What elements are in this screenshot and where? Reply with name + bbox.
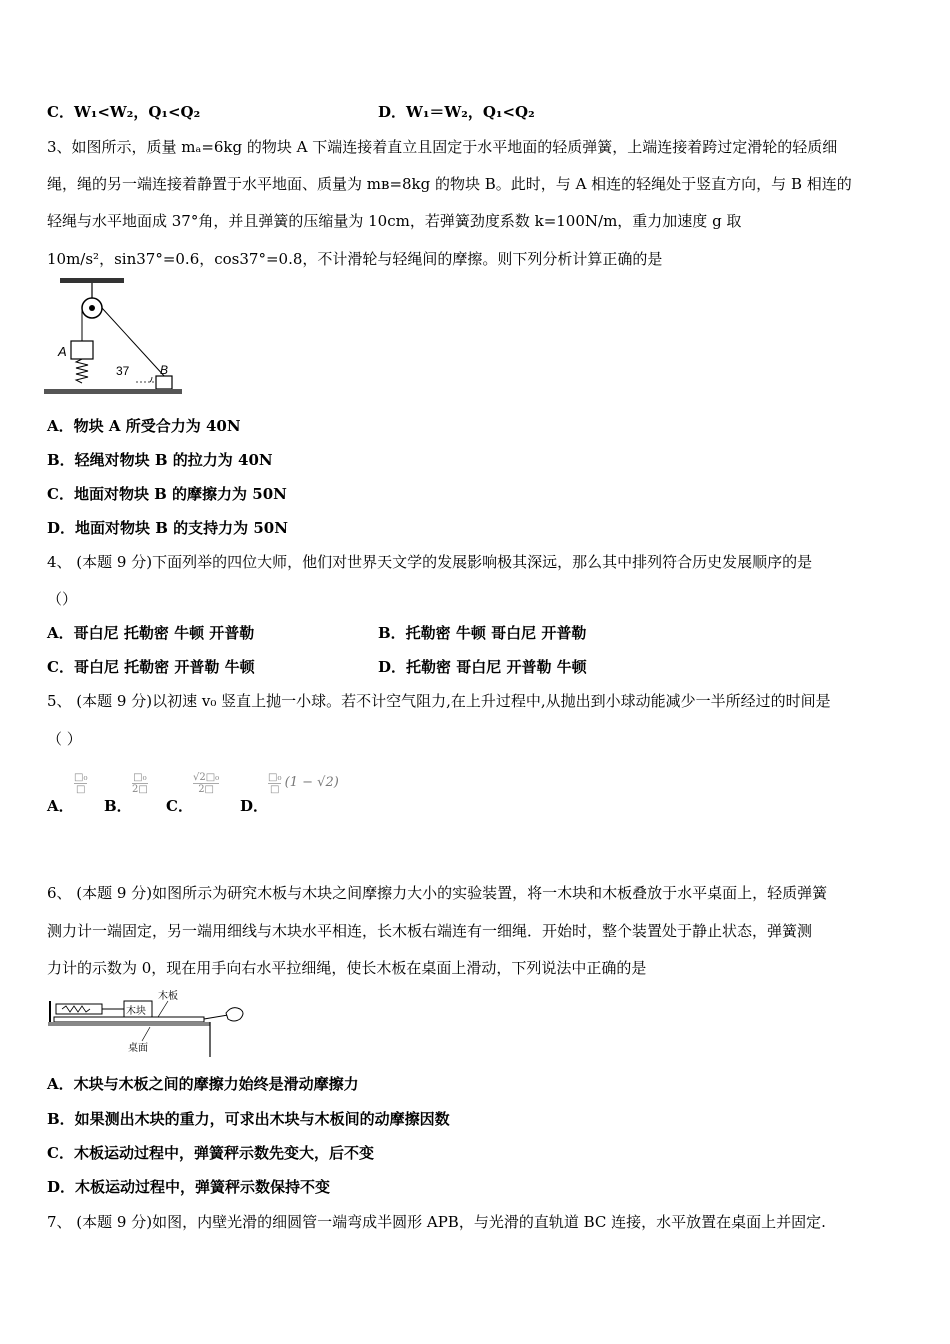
hand-icon: [226, 1008, 243, 1021]
q3-option-c: C．地面对物块 B 的摩擦力为 50N: [47, 485, 287, 503]
q5-option-a-label: A．: [47, 797, 74, 815]
spring-scale: [56, 1004, 102, 1014]
q4-option-b: B．托勒密 牛顿 哥白尼 开普勒: [378, 624, 587, 642]
q5-option-c-label: C．: [166, 797, 193, 815]
q3-text-line4: 10m/s²，sin37°=0.6，cos37°=0.8，不计滑轮与轻绳间的摩擦。则下列分析计算正确的是: [47, 250, 663, 268]
angle-label: 37: [116, 364, 130, 378]
q6-option-a: A．木块与木板之间的摩擦力始终是滑动摩擦力: [47, 1075, 359, 1093]
q3-option-d: D．地面对物块 B 的支持力为 50N: [47, 519, 288, 537]
block-a: [71, 341, 93, 359]
q5-formula-c: $\frac{\text{√2□₀}}{2□}$: [193, 772, 220, 795]
q3-text-line1: 3、如图所示，质量 mₐ=6kg 的物块 A 下端连接着直立且固定于水平地面的轻质弹簧，上端连接着跨过定滑轮的轻质细: [47, 138, 838, 156]
q6-friction-figure: [46, 989, 250, 1059]
q6-option-c: C．木板运动过程中，弹簧秤示数先变大，后不变: [47, 1144, 374, 1162]
q3-text-line2: 绳，绳的另一端连接着静置于水平地面、质量为 mʙ=8kg 的物块 B。此时，与 A 相连的轻绳处于竖直方向，与 B 相连的: [47, 175, 852, 193]
wood-board: [54, 1017, 204, 1022]
block-label: 木块: [126, 1006, 146, 1017]
q5-text-line2: （ ）: [47, 730, 82, 748]
table-label: 桌面: [128, 1043, 148, 1054]
q6-text-line1: 6、 (本题 9 分)如图所示为研究木板与木块之间摩擦力大小的实验装置，将一木块和木板叠放于水平桌面上，轻质弹簧: [47, 884, 828, 902]
ceiling: [60, 278, 124, 283]
table-top: [48, 1022, 210, 1026]
ground: [44, 389, 182, 394]
label-a: A: [58, 344, 67, 359]
q4-text-line2: （）: [47, 590, 78, 608]
q5-formula-d: $\frac{\text{□₀}}{□}$ (1 − √2): [268, 772, 339, 795]
q3-pulley-figure: [44, 278, 184, 404]
q3-text-line3: 轻绳与水平地面成 37°角，并且弹簧的压缩量为 10cm，若弹簧劲度系数 k=100N/m，重力加速度 g 取: [47, 212, 742, 230]
q4-text-line1: 4、 (本题 9 分)下面列举的四位大师，他们对世界天文学的发展影响极其深远，那么其中排列符合历史发展顺序的是: [47, 553, 813, 571]
block-b: [156, 376, 172, 389]
q6-text-line3: 力计的示数为 0，现在用手向右水平拉细绳，使长木板在桌面上滑动，下列说法中正确的是: [47, 959, 647, 977]
q6-option-d: D．木板运动过程中，弹簧秤示数保持不变: [47, 1178, 331, 1196]
q5-option-b-label: B．: [104, 797, 132, 815]
q6-option-b: B．如果测出木块的重力，可求出木块与木板间的动摩擦因数: [47, 1110, 450, 1128]
q6-text-line2: 测力计一端固定，另一端用细线与木块水平相连，长木板右端连有一细绳．开始时，整个装置处于静止状态，弹簧测: [47, 922, 813, 940]
q5-formula-b: $\frac{\text{□₀}}{2□}$: [132, 772, 148, 795]
q3-option-a: A．物块 A 所受合力为 40N: [47, 417, 241, 435]
q2-option-c: C．W₁<W₂，Q₁<Q₂: [47, 103, 201, 121]
q3-option-b: B．轻绳对物块 B 的拉力为 40N: [47, 451, 273, 469]
q5-text-line1: 5、 (本题 9 分)以初速 v₀ 竖直上抛一小球。若不计空气阻力,在上升过程中,从抛出到小球动能减少一半所经过的时间是: [47, 692, 831, 710]
q5-formula-a: $\frac{\text{□₀}}{□}$: [74, 772, 88, 795]
q4-option-c: C．哥白尼 托勒密 开普勒 牛顿: [47, 658, 255, 676]
q5-option-d-label: D．: [240, 797, 269, 815]
board-label: 木板: [158, 991, 178, 1002]
q7-text-line1: 7、 (本题 9 分)如图，内壁光滑的细圆管一端弯成半圆形 APB，与光滑的直轨道 BC 连接，水平放置在桌面上并固定.: [47, 1213, 826, 1231]
q4-option-d: D．托勒密 哥白尼 开普勒 牛顿: [378, 658, 587, 676]
pull-string: [204, 1015, 228, 1019]
q2-option-d: D．W₁＝W₂，Q₁<Q₂: [378, 103, 535, 121]
q4-option-a: A．哥白尼 托勒密 牛顿 开普勒: [47, 624, 255, 642]
spring: [76, 359, 88, 383]
rope-to-b: [102, 308, 169, 378]
label-b: B: [160, 363, 169, 377]
